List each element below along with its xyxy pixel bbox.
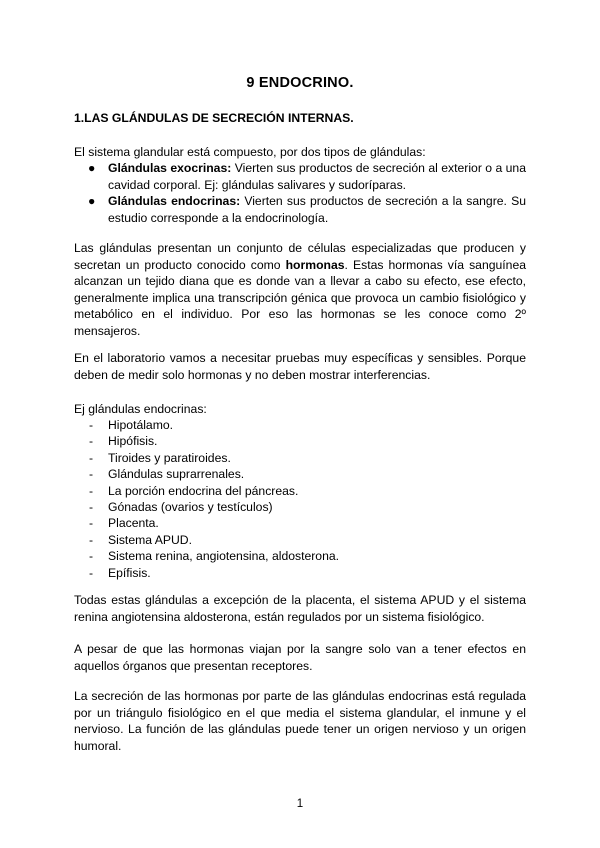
gland-type-text: Vierten sus productos de secreción a la sangre. Su estudio corresponde a la endocrinología.: [108, 194, 526, 225]
secretion-paragraph: La secreción de las hormonas por parte de las glándulas endocrinas está regulada por un triángulo fisiológico en el que media el sistema glandular, el inmune y el nervioso. La función de las glándulas puede tener un origen nervioso y un origen humoral.: [74, 689, 526, 753]
gland-type-term: Glándulas endocrinas:: [108, 194, 241, 208]
dash-icon: -: [89, 418, 94, 432]
hormones-text-after: . Estas hormonas vía sanguínea alcanzan un tejido diana que es donde van a llevar a cabo su efecto, ese efecto, generalmente implica una transcripción génica que provoca un cambio fisiológico y metabólico en el individuo. Por eso las hormonas se les conoce como 2º mensajeros.: [74, 257, 527, 338]
dash-icon: -: [89, 549, 94, 564]
dash-icon: -: [89, 565, 94, 580]
endocrine-gland-name: La porción endocrina del páncreas.: [108, 483, 299, 498]
page-title: 9 ENDOCRINO.: [246, 75, 354, 91]
dash-icon: -: [89, 483, 94, 498]
intro-paragraph: El sistema glandular está compuesto, por dos tipos de glándulas:: [74, 145, 426, 159]
gland-types-list: [74, 160, 526, 226]
list-item: [74, 515, 526, 531]
list-item: [74, 548, 526, 564]
hormones-term: hormonas: [285, 257, 345, 272]
endocrine-gland-name: Glándulas suprarrenales.: [108, 467, 245, 482]
page-number: 1: [296, 798, 304, 810]
dash-icon: -: [89, 532, 94, 547]
list-item: [74, 193, 526, 226]
list-item: [74, 417, 526, 433]
regulated-paragraph: Todas estas glándulas a excepción de la placenta, el sistema APUD y el sistema renina angiotensina aldosterona, están regulados por un sistema fisiológico.: [74, 593, 526, 624]
list-item: [74, 499, 526, 515]
hormones-text-before: Las glándulas presentan un conjunto de células especializadas que producen y secretan un producto conocido como: [74, 241, 526, 272]
endocrine-gland-name: Sistema APUD.: [108, 532, 192, 547]
receptors-paragraph: A pesar de que las hormonas viajan por la sangre solo van a tener efectos en aquellos órganos que presentan receptores.: [74, 642, 526, 673]
dash-icon: -: [89, 450, 94, 465]
list-item: [74, 160, 526, 193]
list-item: [74, 450, 526, 466]
examples-label: Ej glándulas endocrinas:: [74, 402, 207, 416]
endocrine-glands-list: [74, 417, 526, 581]
dash-icon: -: [89, 434, 94, 449]
endocrine-gland-name: Gónadas (ovarios y testículos): [108, 500, 273, 515]
endocrine-gland-name: Hipófisis.: [108, 434, 158, 449]
gland-type-text: Vierten sus productos de secreción al exterior o a una cavidad corporal. Ej: glándulas salivares y sudoríparas.: [108, 161, 526, 192]
endocrine-gland-name: Sistema renina, angiotensina, aldosterona.: [108, 549, 340, 564]
list-item: [74, 433, 526, 449]
list-item: [74, 565, 526, 581]
endocrine-gland-name: Hipotálamo.: [108, 418, 174, 432]
list-item: [74, 532, 526, 548]
endocrine-gland-name: Epífisis.: [108, 565, 151, 580]
dash-icon: -: [89, 516, 94, 531]
endocrine-gland-name: Tiroides y paratiroides.: [108, 450, 231, 465]
endocrine-gland-name: Placenta.: [108, 516, 159, 531]
list-item: [74, 483, 526, 499]
dash-icon: -: [89, 467, 94, 482]
section-heading: 1.LAS GLÁNDULAS DE SECRECIÓN INTERNAS.: [74, 111, 354, 125]
bullet-icon: ●: [88, 161, 96, 175]
lab-paragraph: En el laboratorio vamos a necesitar pruebas muy específicas y sensibles. Porque deben de medir solo hormonas y no deben mostrar interferencias.: [74, 351, 526, 382]
dash-icon: -: [89, 500, 94, 515]
hormones-paragraph: [74, 240, 526, 339]
list-item: [74, 466, 526, 482]
bullet-icon: ●: [88, 194, 96, 208]
gland-type-term: Glándulas exocrinas:: [108, 161, 232, 175]
